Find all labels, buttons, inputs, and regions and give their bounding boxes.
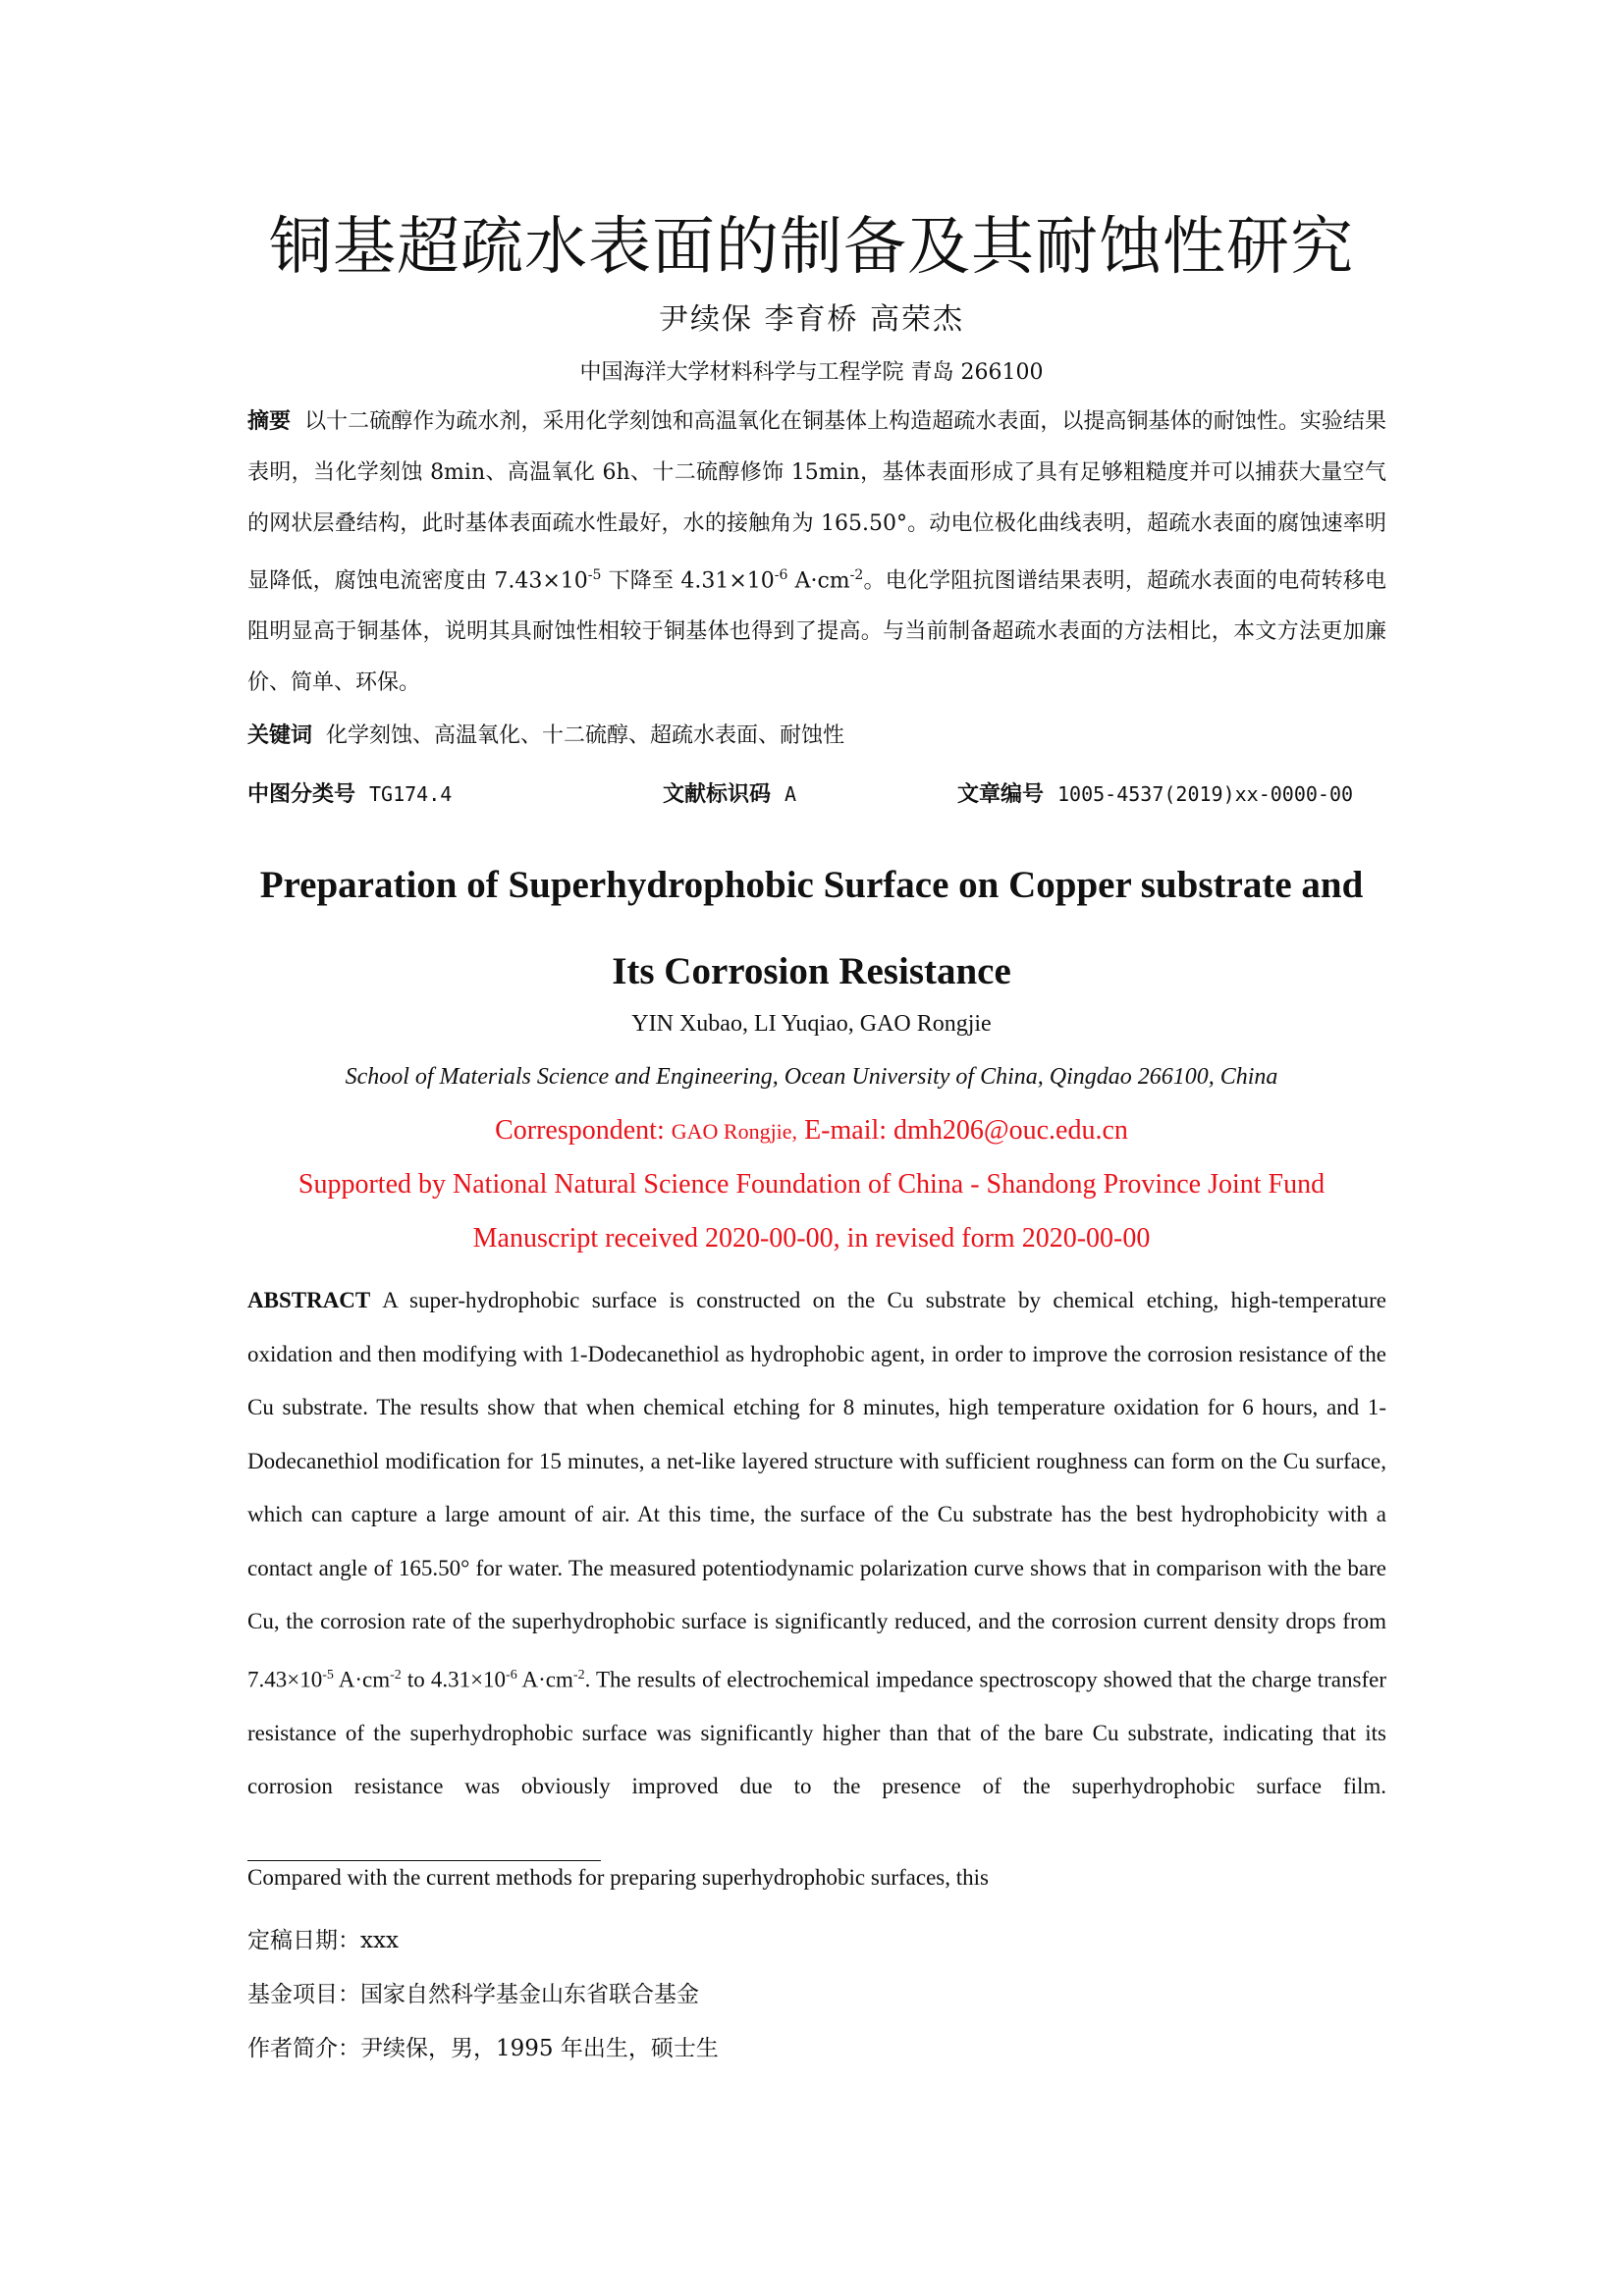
english-title-line-1: Preparation of Superhydrophobic Surface on Copper substrate and — [259, 864, 1364, 906]
english-title-line-2: Its Corrosion Resistance — [612, 950, 1011, 992]
english-abstract-continued: Compared with the current methods for preparing superhydrophobic surfaces, this — [247, 1865, 989, 1890]
article-number — [957, 777, 1353, 808]
chinese-abstract-text: 。电化学阻抗图谱结果表明，超疏水表面的电荷转移电阻明显高于铜基体，说明其具耐蚀性相较于铜基体也得到了提高。与当前制备超疏水表面的方法相比，本文方法更加廉价、简单、环保。 — [247, 568, 1386, 696]
chinese-title: 铜基超疏水表面的制备及其耐蚀性研究 — [269, 211, 1354, 284]
english-abstract-text: A super-hydrophobic surface is constructed on the Cu substrate by chemical etching, high-temperature oxidation and then modifying with 1-Dodecanethiol as hydrophobic agent, in order to improve the corrosion resistance of the Cu substrate. The results show that when chemical etching for 8 minutes, high temperature oxidation for 6 hours, and 1-Dodecanethiol modification for 15 minutes, a net-like layered structure with sufficient roughness can form on the Cu surface, which can capture a large amount of air. At this time, the surface of the Cu substrate has the best hydrophobicity with a contact angle of 165.50° for water. The measured potentiodynamic polarization curve shows that in comparison with the bare Cu, the corrosion rate of the superhydrophobic surface is significantly reduced, and the corrosion current density drops from 7.43×10 — [247, 1288, 1386, 1692]
superscript: -2 — [572, 1667, 585, 1682]
chinese-abstract-label: 摘要 — [247, 409, 292, 434]
article-number-label: 文章编号 — [957, 782, 1045, 807]
chinese-affiliation: 中国海洋大学材料科学与工程学院 青岛 266100 — [579, 360, 1044, 385]
english-abstract-text: to 4.31×10 — [401, 1667, 507, 1692]
chinese-abstract-text: 下降至 4.31×10 — [601, 568, 775, 594]
chinese-keywords-label: 关键词 — [247, 723, 313, 748]
english-affiliation: School of Materials Science and Engineering, Ocean University of China, Qingdao 266100, China — [345, 1064, 1278, 1090]
english-title — [0, 842, 1623, 1015]
document-code-value: A — [784, 782, 797, 806]
english-abstract-text: A·cm — [516, 1667, 573, 1692]
funding-line: Supported by National Natural Science Foundation of China - Shandong Province Joint Fund — [298, 1169, 1325, 1200]
correspondent-label: Correspondent: — [495, 1115, 665, 1146]
chinese-authors: 尹续保 李育桥 高荣杰 — [658, 302, 965, 337]
chinese-keywords — [247, 717, 1386, 756]
english-abstract — [247, 1274, 1386, 1814]
superscript: -5 — [322, 1667, 334, 1682]
footnote-divider — [247, 1860, 601, 1861]
footnote-date: 定稿日期：xxx — [247, 1928, 399, 1953]
english-abstract-text: A·cm — [333, 1667, 391, 1692]
footnote-fund: 基金项目：国家自然科学基金山东省联合基金 — [247, 1982, 699, 2007]
superscript: -6 — [506, 1667, 517, 1682]
manuscript-dates: Manuscript received 2020-00-00, in revised form 2020-00-00 — [472, 1223, 1151, 1254]
superscript: -6 — [774, 567, 788, 583]
superscript: -2 — [849, 567, 864, 583]
chinese-abstract — [247, 397, 1386, 709]
english-abstract-label: ABSTRACT — [247, 1288, 371, 1312]
english-abstract-text: . The results of electrochemical impedance spectroscopy showed that the charge transfer resistance of the superhydrophobic surface was significantly higher than that of the bare Cu substrate, indicating that its corrosion resistance was obviously improved due to the presence of the superhydrophobic surface film. — [247, 1667, 1386, 1799]
clc-number — [247, 777, 452, 808]
correspondent-name: GAO Rongjie, — [671, 1119, 798, 1144]
chinese-abstract-text: 以十二硫醇作为疏水剂，采用化学刻蚀和高温氧化在铜基体上构造超疏水表面，以提高铜基体的耐蚀性。实验结果表明，当化学刻蚀 8min、高温氧化 6h、十二硫醇修饰 15min，基体表面形成了具有足够粗糙度并可以捕获大量空气的网状层叠结构，此时基体表面疏水性最好，水的接触角为 165.50°。动电位极化曲线表明，超疏水表面的腐蚀速率明显降低，腐蚀电流密度由 7.43×10 — [247, 409, 1386, 594]
english-authors: YIN Xubao, LI Yuqiao, GAO Rongjie — [631, 1011, 992, 1037]
superscript: -5 — [587, 567, 602, 583]
document-code-label: 文献标识码 — [663, 782, 772, 807]
clc-value: TG174.4 — [369, 782, 453, 806]
chinese-abstract-text: A·cm — [787, 568, 850, 594]
document-code — [663, 777, 796, 808]
clc-label: 中图分类号 — [247, 782, 356, 807]
correspondent-line — [0, 1115, 1623, 1147]
superscript: -2 — [390, 1667, 402, 1682]
footnote-author: 作者简介：尹续保，男，1995 年出生，硕士生 — [247, 2036, 719, 2061]
correspondent-email: E-mail: dmh206@ouc.edu.cn — [804, 1115, 1128, 1146]
chinese-keywords-text: 化学刻蚀、高温氧化、十二硫醇、超疏水表面、耐蚀性 — [326, 723, 845, 748]
article-number-value: 1005-4537(2019)xx-0000-00 — [1057, 782, 1354, 806]
